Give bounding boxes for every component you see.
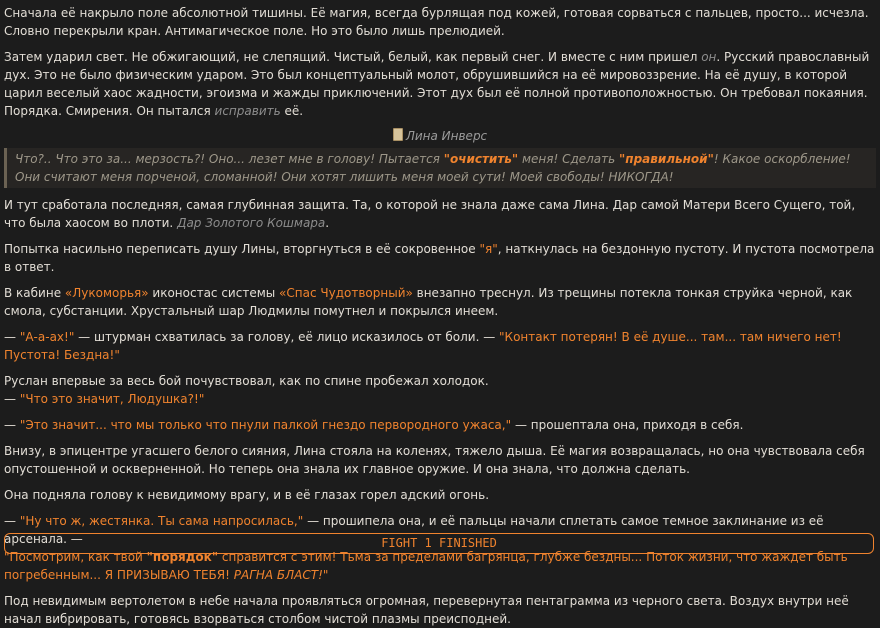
paragraph: Она подняла голову к невидимому врагу, и в её глазах горел адский огонь. xyxy=(4,488,490,502)
paragraph xyxy=(4,416,876,434)
text: Руслан впервые за весь бой почувствовал, как по спине пробежал холодок. xyxy=(4,374,489,388)
text: Попытка насильно переписать душу Лины, вторгнуться в её сокровенное xyxy=(4,242,480,256)
text: ! Какое оскорбление! Они считают меня порченой, сломанной! Они хотят лишить меня моей сути! Моей свободы! НИКОГДА! xyxy=(15,152,851,184)
quote: справится с этим! Тьма за пределами багрянца, глубже бездны... Поток жизни, что жаждет быть погребенным... Я ПРИЗЫВАЮ ТЕБЯ! xyxy=(4,550,848,582)
highlight-word: "очистить" xyxy=(443,152,519,166)
text: В кабине xyxy=(4,286,65,300)
scroll-icon xyxy=(393,128,403,141)
speaker-name: Лина Инверс xyxy=(405,129,488,143)
text: — xyxy=(4,418,20,432)
emphasis-he: он xyxy=(701,50,717,64)
paragraph: Сначала её накрыло поле абсолютной тишины. Её магия, всегда бурлящая под кожей, готовая сорваться с пальцев, просто... исчезла. Словно перекрыли кран. Антимагическое поле. Но это было лишь прелюдией. xyxy=(4,6,869,38)
text: И тут сработала последняя, самая глубинная защита. Та, о которой не знала даже сама Лина. Дар самой Матери Всего Сущего, той, что была хаосом во плоти. xyxy=(4,198,856,230)
name-highlight: «Спас Чудотворный» xyxy=(279,286,413,300)
text: — xyxy=(4,330,20,344)
text: — xyxy=(4,392,20,406)
highlight-word: "порядок" xyxy=(146,550,219,564)
quote: "А-а-ах!" xyxy=(19,330,75,344)
quote: "Посмотрим, как твой xyxy=(4,550,147,564)
spell-name: РАГНА БЛАСТ!" xyxy=(233,568,329,582)
paragraph xyxy=(4,48,876,120)
speaker-signature xyxy=(4,128,876,144)
text: — xyxy=(4,514,20,528)
quote: "Ну что ж, жестянка. Ты сама напросилась," xyxy=(19,514,304,528)
paragraph: Под невидимым вертолетом в небе начала проявляться огромная, перевернутая пентаграмма из черного света. Воздух внутри неё начал вибрировать, готовясь взорваться столбом чистой плазмы преисподней. xyxy=(4,594,849,626)
paragraph: Внизу, в эпицентре угасшего белого сияния, Лина стояла на коленях, тяжело дыша. Её магия возвращалась, но она чувствовала себя опустошенной и оскверненной. Но теперь она знала их главное оружие. И она знала, что должна сделать. xyxy=(4,444,865,476)
name-highlight: «Лукоморья» xyxy=(64,286,149,300)
text: Затем ударил свет. Не обжигающий, не слепящий. Чистый, белый, как первый снег. И вместе с ним пришел xyxy=(4,50,702,64)
quote: "Контакт потерян! В её душе... там... там ничего нет! Пустота! Бездна!" xyxy=(4,330,842,362)
thought-block xyxy=(4,148,876,188)
text: — прошипела она, и её пальцы начали сплетать самое темное заклинание из её арсенала. — xyxy=(4,514,824,546)
text: — прошептала она, приходя в себя. xyxy=(511,418,744,432)
paragraph xyxy=(4,284,876,320)
highlight-word: "правильной" xyxy=(619,152,714,166)
text: её. xyxy=(280,104,304,118)
quote: "Это значит... что мы только что пнули палкой гнездо первородного ужаса," xyxy=(19,418,512,432)
text: — штурман схватилась за голову, её лицо исказилось от боли. — xyxy=(74,330,500,344)
text: Что?.. Что это за... мерзость?! Оно... лезет мне в голову! Пытается xyxy=(15,152,444,166)
text: внезапно треснул. Из трещины потекла тонкая струйка черной, как смола, субстанции. Хрустальный шар Людмилы помутнел и покрылся инеем. xyxy=(4,286,853,318)
text: иконостас системы xyxy=(148,286,280,300)
paragraph xyxy=(4,196,876,232)
paragraph xyxy=(4,372,876,408)
fight-status-banner: FIGHT 1 FINISHED xyxy=(4,533,874,554)
emphasis-fix: исправить xyxy=(214,104,281,118)
quote: "я" xyxy=(479,242,498,256)
text: . xyxy=(325,216,330,230)
text: , наткнулась на бездонную пустоту. И пустота посмотрела в ответ. xyxy=(4,242,875,274)
text: меня! Сделать xyxy=(518,152,620,166)
paragraph xyxy=(4,240,876,276)
text: . Русский православный дух. Это не было физическим ударом. Это был концептуальный молот, обрушившийся на её мировоззрение. На её душу, в которой царил веселый хаос жадности, эгоизма и жажды приключений. Этот дух был её полной противоположностью. Он требовал покаяния. Порядка. Смирения. Он пытался xyxy=(4,50,870,118)
paragraph xyxy=(4,328,876,364)
emphasis-gift: Дар Золотого Кошмара xyxy=(177,216,326,230)
quote: "Что это значит, Людушка?!" xyxy=(19,392,205,406)
